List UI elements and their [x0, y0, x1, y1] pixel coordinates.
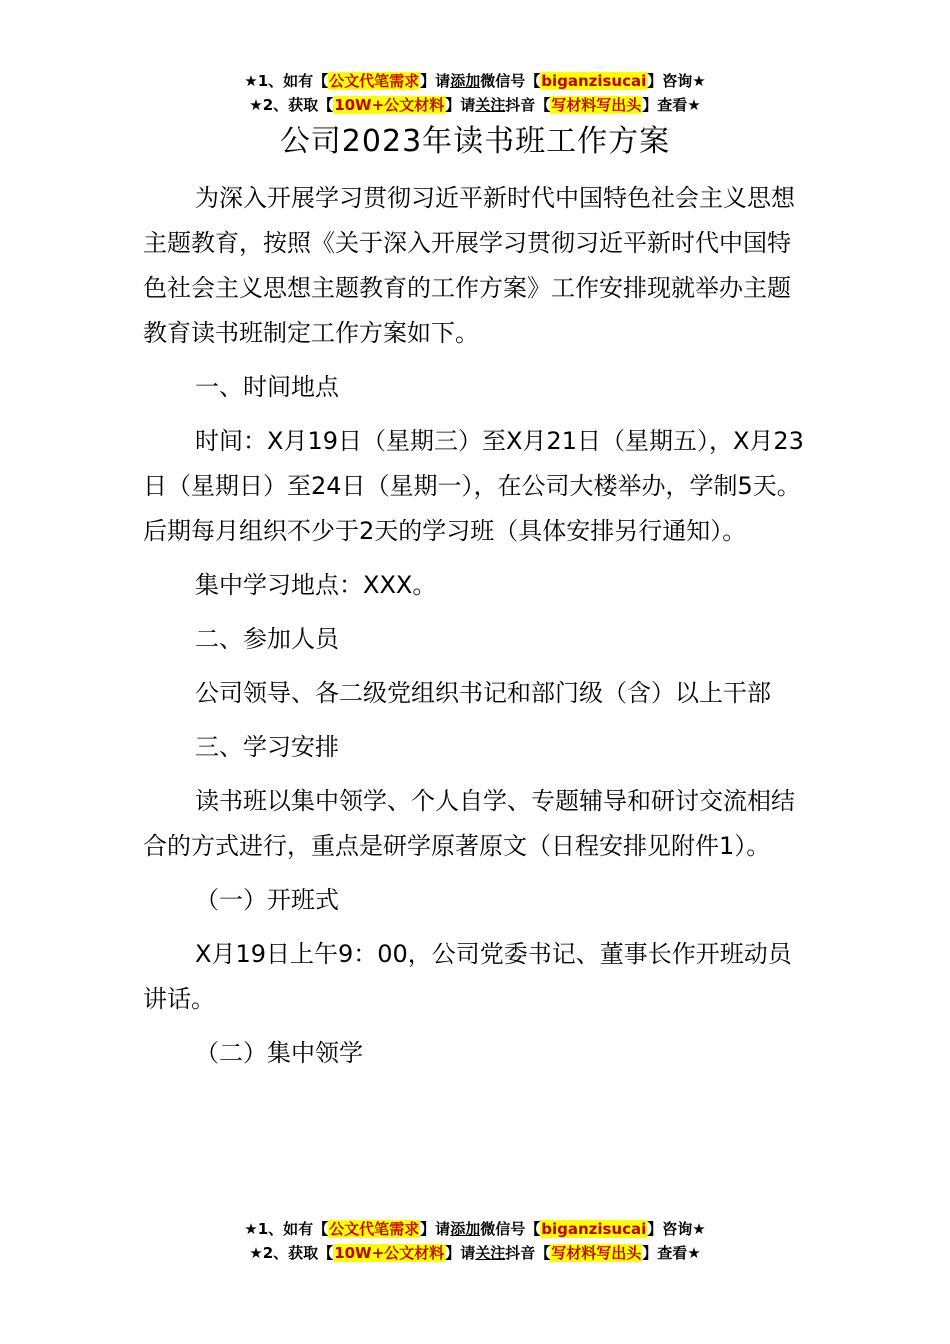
highlight-text: 公文代笔需求 [329, 72, 420, 90]
banner-text: 】咨询★ [647, 1220, 706, 1238]
underlined-text: 添加 [450, 1220, 481, 1238]
document-body [143, 176, 807, 1085]
paragraph-participants: 公司领导、各二级党组织书记和部门级（含）以上干部 [195, 679, 771, 707]
banner-text: 】请 [420, 1220, 451, 1238]
wechat-id-highlight: biganzisucai [541, 72, 647, 90]
footer-banner [0, 1218, 950, 1266]
paragraph-opening: X月19日上午9：00，公司党委书记、董事长作开班动员讲话。 [143, 940, 792, 1013]
underlined-text: 关注 [475, 1244, 506, 1262]
banner-line-2 [0, 94, 950, 118]
banner-text: 微信号【 [480, 72, 541, 90]
banner-text: ★2、获取【 [249, 1244, 334, 1262]
paragraph-intro: 为深入开展学习贯彻习近平新时代中国特色社会主义思想主题教育，按照《关于深入开展学习贯彻习近平新时代中国特色社会主义思想主题教育的工作方案》工作安排现就举办主题教育读书班制定工作方案如下。 [143, 184, 795, 347]
underlined-text: 关注 [475, 96, 506, 114]
section-heading-arrangement: 三、学习安排 [195, 733, 339, 761]
banner-text: 】请 [445, 1244, 476, 1262]
paragraph-arrangement: 读书班以集中领学、个人自学、专题辅导和研讨交流相结合的方式进行，重点是研学原著原文（日程安排见附件1）。 [143, 787, 795, 860]
banner-text: 】查看★ [642, 1244, 701, 1262]
banner-text: 微信号【 [480, 1220, 541, 1238]
banner-text: 抖音【 [505, 1244, 551, 1262]
header-banner [0, 70, 950, 118]
banner-line-1 [0, 1218, 950, 1242]
paragraph-time: 时间：X月19日（星期三）至X月21日（星期五），X月23日（星期日）至24日（星期一），在公司大楼举办，学制5天。后期每月组织不少于2天的学习班（具体安排另行通知）。 [143, 427, 804, 545]
subheading-centralized-study: （二）集中领学 [195, 1039, 363, 1067]
banner-text: 】咨询★ [647, 72, 706, 90]
banner-text: ★2、获取【 [249, 96, 334, 114]
banner-line-1 [0, 70, 950, 94]
underlined-text: 添加 [450, 72, 481, 90]
banner-text: ★1、如有【 [244, 1220, 329, 1238]
banner-text: 】请 [445, 96, 476, 114]
section-heading-participants: 二、参加人员 [195, 625, 339, 653]
banner-text: 】请 [420, 72, 451, 90]
highlight-text: 公文代笔需求 [329, 1220, 420, 1238]
banner-text: 】查看★ [642, 96, 701, 114]
subheading-opening: （一）开班式 [195, 886, 339, 914]
wechat-id-highlight: biganzisucai [541, 1220, 647, 1238]
banner-text: 抖音【 [505, 96, 551, 114]
highlight-text: 10W+公文材料 [334, 96, 445, 114]
douyin-highlight: 写材料写出头 [551, 96, 642, 114]
highlight-text: 10W+公文材料 [334, 1244, 445, 1262]
banner-line-2 [0, 1242, 950, 1266]
section-heading-time-place: 一、时间地点 [195, 373, 339, 401]
document-title: 公司2023年读书班工作方案 [279, 124, 671, 159]
banner-text: ★1、如有【 [244, 72, 329, 90]
paragraph-location: 集中学习地点：XXX。 [195, 571, 437, 599]
douyin-highlight: 写材料写出头 [551, 1244, 642, 1262]
